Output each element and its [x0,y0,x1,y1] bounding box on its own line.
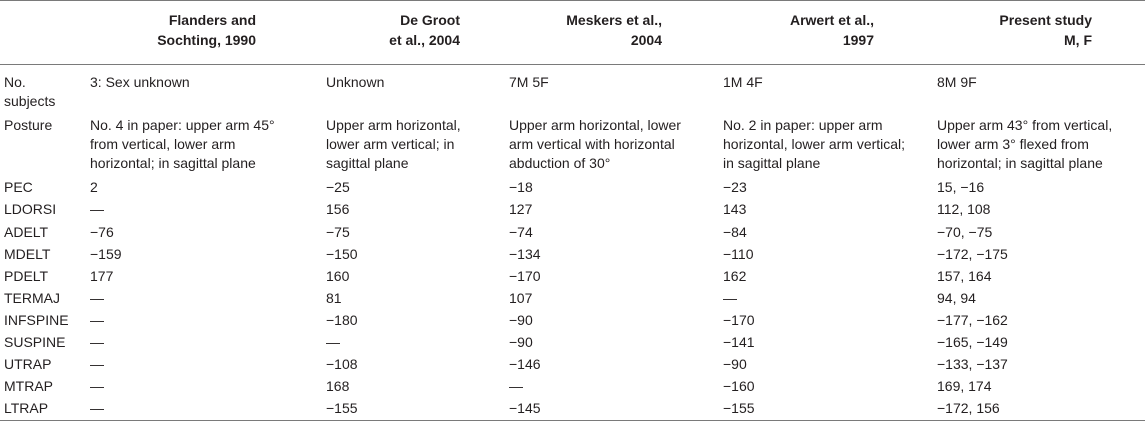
table-cell: — [326,334,340,350]
table-cell: −70, −75 [937,224,993,240]
table-cell: — [723,290,737,306]
table-cell: Unknown [326,74,385,90]
table-cell: 94, 94 [937,290,976,306]
table-cell: −155 [723,400,755,416]
row-label: PDELT [4,268,49,284]
table-cell: −108 [326,356,358,372]
table-cell: 127 [509,201,533,217]
column-header-de-groot: De Groot et al., 2004 [389,12,460,48]
table-cell: −165, −149 [937,334,1008,350]
table-cell: 112, 108 [937,201,991,217]
column-header-present-study: Present study M, F [999,12,1092,48]
row-label: No. subjects [4,74,56,109]
table-cell: 2 [90,179,98,195]
column-header-arwert: Arwert et al., 1997 [789,12,874,48]
table-cell: 177 [90,268,114,284]
table-cell: 81 [326,290,342,306]
table-cell: −145 [509,400,541,416]
table-cell: −146 [509,356,541,372]
table-cell: −170 [509,268,541,284]
table-cell: −170 [723,312,755,328]
column-header-meskers: Meskers et al., 2004 [566,12,662,48]
table-cell: No. 2 in paper: upper arm horizontal, lower arm vertical; in sagittal plane [723,117,906,171]
table-cell: Upper arm horizontal, lower arm vertical; in sagittal plane [326,117,461,171]
table-cell: −84 [723,224,747,240]
row-label: MDELT [4,246,51,262]
table-cell: −110 [723,246,754,262]
table-cell: −23 [723,179,747,195]
table-cell: −76 [90,224,114,240]
table-cell: 157, 164 [937,268,992,284]
table-cell: 15, −16 [937,179,985,195]
table-cell: −75 [326,224,350,240]
table-cell: — [90,334,104,350]
table-cell: 169, 174 [937,378,992,394]
table-cell: 162 [723,268,747,284]
table-cell: −177, −162 [937,312,1008,328]
table-cell: 3: Sex unknown [90,74,190,90]
table-cell: — [90,356,104,372]
table-cell: 7M 5F [509,74,549,90]
row-label: ADELT [4,224,49,240]
table-cell: 8M 9F [937,74,977,90]
table-cell: — [90,378,104,394]
row-label: LTRAP [4,400,49,416]
table-cell: Upper arm horizontal, lower arm vertical with horizontal abduction of 30° [509,117,681,171]
table-cell: 160 [326,268,350,284]
table-cell: −90 [509,312,533,328]
table-cell: −150 [326,246,358,262]
row-label: PEC [4,179,33,195]
table-cell: — [90,400,104,416]
table-cell: −133, −137 [937,356,1008,372]
table-top-rule [0,0,1145,1]
table-cell: −160 [723,378,755,394]
table-cell: −18 [509,179,533,195]
row-label: UTRAP [4,356,52,372]
table-cell: −134 [509,246,541,262]
table-cell: −25 [326,179,350,195]
row-label: LDORSI [4,201,57,217]
table-cell: −155 [326,400,358,416]
table-cell: −74 [509,224,533,240]
table-cell: 107 [509,290,533,306]
row-label: MTRAP [4,378,53,394]
table-cell: Upper arm 43° from vertical, lower arm 3° flexed from horizontal; in sagittal plane [937,117,1113,171]
row-label: SUSPINE [4,334,66,350]
table-cell: — [90,290,104,306]
table-cell: 156 [326,201,350,217]
table-cell: 168 [326,378,350,394]
row-label: Posture [4,117,53,133]
table-cell: — [90,312,104,328]
row-label: TERMAJ [4,290,60,306]
table-cell: −172, −175 [937,246,1008,262]
table-bottom-rule [0,420,1145,421]
table-cell: −141 [723,334,755,350]
header-rule [0,64,1145,65]
table-cell: −90 [723,356,747,372]
table-cell: 143 [723,201,747,217]
table-cell: −159 [90,246,122,262]
table-cell: No. 4 in paper: upper arm 45° from vertical, lower arm horizontal; in sagittal plane [90,117,275,171]
table-cell: −90 [509,334,533,350]
table-cell: — [90,201,104,217]
table-cell: −180 [326,312,358,328]
row-label: INFSPINE [4,312,69,328]
column-header-flanders: Flanders and Sochting, 1990 [157,12,256,48]
table-cell: −172, 156 [937,400,1000,416]
table-cell: 1M 4F [723,74,763,90]
table-cell: — [509,378,523,394]
